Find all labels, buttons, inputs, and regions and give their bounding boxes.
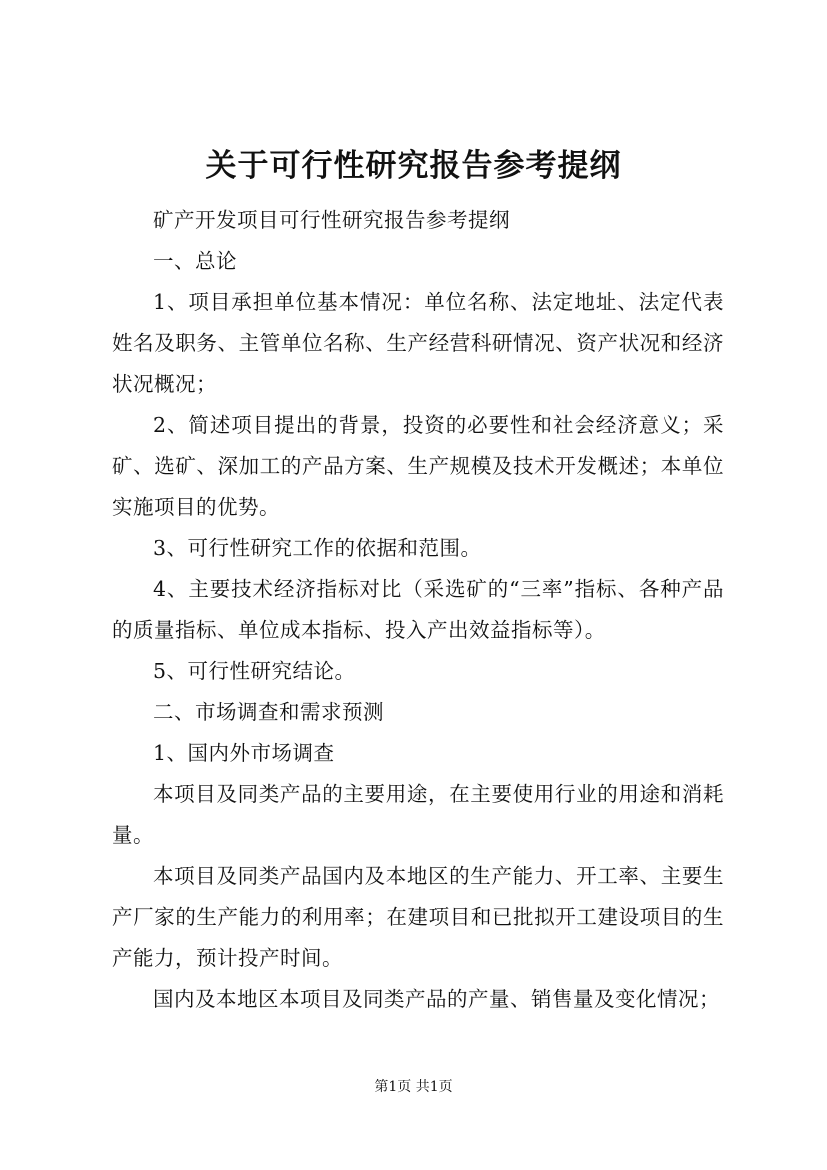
paragraph: 矿产开发项目可行性研究报告参考提纲 — [153, 208, 510, 232]
subsection-heading: 1、国内外市场调查 — [153, 741, 335, 765]
paragraph: 2、简述项目提出的背景，投资的必要性和社会经济意义；采矿、选矿、深加工的产品方案、生产规模及技术开发概述；本单位实施项目的优势。 — [112, 413, 724, 519]
paragraph: 3、可行性研究工作的依据和范围。 — [153, 536, 482, 560]
document-title: 关于可行性研究报告参考提纲 — [205, 148, 622, 184]
document-body — [112, 200, 724, 1020]
paragraph: 本项目及同类产品国内及本地区的生产能力、开工率、主要生产厂家的生产能力的利用率；在建项目和已批拟开工建设项目的生产能力，预计投产时间。 — [112, 864, 724, 970]
section-heading: 二、市场调查和需求预测 — [153, 700, 384, 724]
section-heading: 一、总论 — [153, 249, 237, 273]
paragraph: 国内及本地区本项目及同类产品的产量、销售量及变化情况； — [153, 987, 720, 1011]
paragraph: 4、主要技术经济指标对比（采选矿的“三率”指标、各种产品的质量指标、单位成本指标、投入产出效益指标等）。 — [112, 577, 724, 642]
page-number-footer: 第1页 共1页 — [374, 1079, 453, 1095]
paragraph: 1、项目承担单位基本情况：单位名称、法定地址、法定代表姓名及职务、主管单位名称、生产经营科研情况、资产状况和经济状况概况； — [112, 290, 724, 396]
paragraph: 本项目及同类产品的主要用途，在主要使用行业的用途和消耗量。 — [112, 782, 724, 847]
paragraph: 5、可行性研究结论。 — [153, 659, 356, 683]
